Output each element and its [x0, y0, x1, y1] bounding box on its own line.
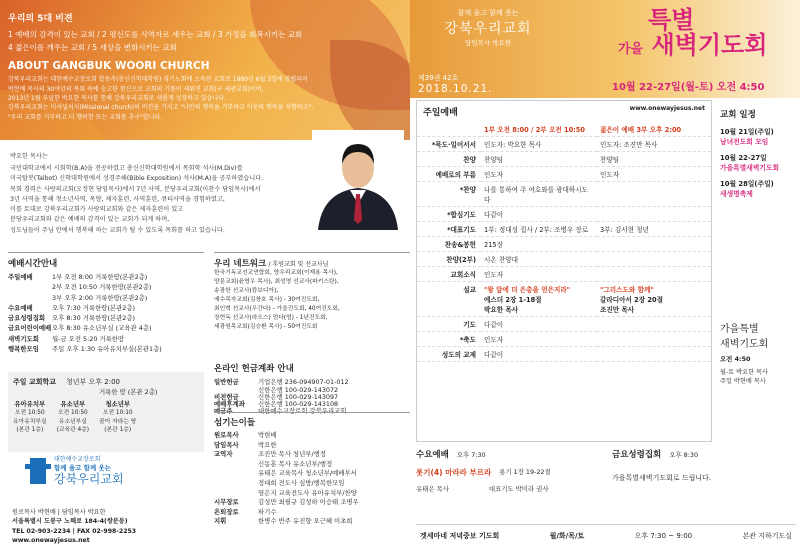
school-title: 주일 교회학교 [13, 378, 57, 386]
sermon-row [417, 282, 711, 317]
order-row [417, 207, 711, 222]
order-b [597, 347, 711, 362]
row-value: 김성만 최필규 김성하 이승태 조병우 [258, 498, 359, 507]
row-value: 유태은 교육목사 청소년부/예배부서 [258, 469, 357, 478]
youth-location: 거룩한 땅 (본관 2층) [99, 388, 158, 396]
worship-row [8, 303, 204, 313]
worship-row [8, 282, 204, 292]
worship-row [8, 293, 204, 303]
pastor-photo [312, 130, 404, 230]
order-key: 찬양 [417, 152, 481, 167]
row-value: 신한은행 100-029-143072 [258, 386, 339, 395]
network-line: 장현독 선교사(라오스) 엄다(엄) - 1년진도회, [214, 314, 328, 321]
issue-number: 제39권 42호 [418, 74, 459, 82]
order-a: 인도자 [481, 167, 597, 182]
event-name: 가을특별새벽기도회 [720, 164, 780, 172]
cell-floor: (본관 1층) [16, 427, 44, 434]
order-of-worship [416, 100, 712, 442]
network-line: 양문교회(윤영우 목사), 최성영 선교사(파키스탄), [214, 278, 339, 285]
profile-line: 분당우리교회와 같은 예배의 감격이 있는 교회가 되게 하며, [10, 216, 170, 224]
order-row [417, 332, 711, 347]
gethsemane-prayer [416, 524, 796, 546]
row-key: 새벽기도회 [8, 334, 39, 343]
order-key: 교회소식 [417, 267, 481, 282]
issue-date-box [418, 73, 492, 95]
cell-room: 유소년부실 [58, 418, 87, 425]
event-date: 10월 28일(주일) [720, 180, 774, 188]
order-a: 215장 [481, 237, 597, 252]
order-b [597, 332, 711, 347]
section-title: 섬기는이들 [214, 418, 256, 428]
cell-time: 오전 10:10 [102, 410, 133, 417]
row-value: 오후 7:30 거룩한땅(본관2층) [52, 303, 136, 312]
row-key [214, 479, 258, 489]
row-key: 원로목사 [214, 431, 239, 439]
website-url[interactable]: www.onewayjesus.net [629, 105, 705, 112]
order-a: 인도자: 박요한 목사 [481, 137, 597, 152]
pastor-profile [10, 152, 310, 236]
cell-floor: (본관 1층) [104, 427, 132, 434]
row-value: 정대희 전도사 심방/행복한모임 [258, 479, 345, 488]
order-key: *대표기도 [417, 222, 481, 237]
profile-label: 박요한 목사는 [10, 153, 48, 160]
cell-room: 유아유치부실 [13, 418, 47, 425]
row-value: 신동훈 목사 유소년부/행정 [258, 459, 333, 468]
profile-line: 성도님들이 주님 안에서 행복해 하는 교회가 될 수 있도록 목회를 하고 있습니다. [10, 226, 225, 234]
special-prayer-title [618, 8, 767, 58]
logo-top: 대한예수교장로회 [54, 456, 101, 463]
special-prayer-date: 10월 22-27일(월-토) 오전 4:50 [612, 82, 765, 93]
sermon-preacher: 박요한 목사 [484, 306, 519, 314]
row-key: 담임목사 [214, 440, 239, 449]
order-row [417, 167, 711, 182]
time: 오후 8:30 [669, 451, 699, 459]
event-name: 새생명축제 [720, 190, 753, 198]
cell-time: 오전 10:50 [57, 410, 88, 417]
row-key: 은퇴장로 [214, 507, 239, 516]
church-name: 강북우리교회 [444, 21, 532, 37]
servant-row [214, 431, 410, 441]
row-key: 예금주 [214, 407, 233, 416]
vision-line: 4 젊은이를 깨우는 교회 / 5 세상을 변화시키는 교회 [8, 42, 177, 52]
church-calendar [720, 108, 796, 198]
about-line: 강북우리교회는 미셔널처치(Missional church)의 비전을 가지고 "나만의 행복을 거부하고 이웃의 행복을 지향하고", [8, 104, 314, 112]
box-title: 가을특별 [720, 324, 759, 335]
row-key: 교역자 [214, 450, 233, 459]
row-key: 일반헌금 [214, 378, 239, 386]
servant-row [214, 517, 410, 527]
row-value: 2부 오전 10:50 거룩한땅(본관2층) [52, 283, 152, 292]
cell-head: 청소년부 [105, 400, 131, 408]
order-a: 다같이 [481, 347, 597, 362]
cell-room: 꿈이 자라는 땅 [99, 418, 137, 425]
order-key: *묵도·일어서서 [417, 137, 481, 152]
profile-line: 미국탈봇(Talbot) 신학대학원에서 성경주해(Bible Exposition) 석사(M.A)을 공부하였습니다. [10, 175, 264, 183]
order-b [597, 237, 711, 252]
row-value: 한병수 반주 유진향 오근혜 이초희 [258, 517, 353, 526]
title-line: 특별 [648, 6, 695, 34]
row-value: 주일 오후 1:30 유아유치부실(본관1층) [52, 344, 162, 353]
section-title: 주일예배 [423, 108, 458, 118]
servant-row [214, 441, 410, 451]
section-title: 겟세마네 저녁중보 기도회 [420, 531, 500, 540]
order-row [417, 347, 711, 362]
school-cell [57, 400, 89, 435]
order-key: 성도의 교제 [417, 347, 481, 362]
logo-name: 강북우리교회 [54, 472, 124, 487]
school-cell [99, 400, 136, 435]
row-key: 지휘 [214, 517, 227, 526]
order-a: 찬양팀 [481, 152, 597, 167]
order-header [417, 101, 711, 122]
order-key: *합심기도 [417, 207, 481, 222]
profile-line: 목회 경력은 사랑의교회(오정현 담임목사)에서 7년 사역, 분당우리교회(이찬수 담임목사)에서 [10, 185, 261, 193]
church-header-logo [418, 8, 558, 68]
network-line: 최인혁 선교사(우간다) - 가을진도회, 40여진도회, [214, 305, 340, 312]
worship-row [8, 344, 204, 354]
servant-row [214, 469, 410, 479]
order-b [597, 317, 711, 332]
box-row: 주일 박현배 목사 [720, 378, 766, 385]
row-key [8, 293, 52, 303]
address-line: 서울특별시 도봉구 노해로 184-4(쌍문동) [12, 518, 128, 526]
row-value: 대한예수교장로회 강북우리교회 [258, 407, 347, 416]
order-b [597, 182, 711, 207]
row-value: 박현배 [258, 431, 277, 439]
network-list [214, 269, 410, 332]
order-a: 다같이 [481, 317, 597, 332]
sunday-school-section [8, 372, 204, 452]
address-line: TEL 02-903-2234 | FAX 02-998-2253 [12, 527, 137, 535]
vision-line: 1 예배의 감격이 있는 교회 / 2 평신도를 사역자로 세우는 교회 / 3 가정을 회복시키는 교회 [8, 29, 303, 39]
servant-row [214, 450, 410, 460]
profile-line: 국민대학교에서 시회학(B.A)을 전공하였고 총신신학대학원에서 목회학 석사(M.Div)를 [10, 165, 243, 173]
order-a: 1부: 정대성 집사 / 2부: 조병우 장로 [481, 222, 597, 237]
friday-text: 가을특별새벽기도회로 드립니다. [612, 474, 712, 482]
col-header: 젊은이 예배 3부 오후 2:00 [597, 122, 711, 137]
special-prayer-box [720, 320, 796, 385]
school-table [13, 400, 199, 435]
servants-section [214, 412, 410, 527]
col-header: 1부 오전 8:00 / 2부 오전 10:50 [481, 122, 597, 137]
order-row [417, 267, 711, 282]
row-key [8, 282, 52, 292]
order-a: 시온 찬양대 [481, 252, 597, 267]
row-key: 예배후계좌 [214, 400, 245, 409]
profile-line: 3년 사역을 통해 청소년사역, 목양, 제자훈련, 사역훈련, 큐티사역을 경험하였고, [10, 195, 225, 203]
title-small: 가을 [618, 42, 644, 58]
row-key: 금요성령집회 [8, 314, 46, 322]
wednesday-worship [416, 448, 606, 493]
row-key: 주일예배 [8, 273, 33, 281]
sermon-passage: 롯기 1장 19-22절 [499, 468, 551, 476]
order-header-row [417, 122, 711, 137]
order-key: *축도 [417, 332, 481, 347]
order-row [417, 252, 711, 267]
order-key: 설교 [417, 282, 481, 317]
order-b [597, 267, 711, 282]
row-value: 오후 8:30 거룩한땅(본관2층) [52, 314, 136, 322]
friday-meeting [612, 448, 796, 483]
sermon-passage: 에스더 2장 1-18절 [484, 296, 542, 304]
bulletin-date: 2018.10.21. [418, 83, 493, 95]
time: 오후 7:30 ~ 9:00 [634, 531, 693, 540]
about-line: 2013년 1월 부임한 박요한 목사를 통해 강북우리교회로 새롭게 성장하고 있습니다. [8, 94, 226, 102]
row-key: 시무장로 [214, 498, 239, 507]
church-address [12, 508, 212, 545]
network-line: 예수목자교회(김창호 목사) - 30여진도회, [214, 296, 320, 303]
address-line: 원로목사 박현배 | 담임목사 박요한 [12, 509, 106, 516]
worship-row [8, 313, 204, 323]
worship-times-section [8, 252, 204, 354]
section-title: 예배시간안내 [8, 259, 58, 269]
section-title: 수요예배 [416, 450, 449, 460]
cell-floor: (교육관 4층) [56, 427, 90, 434]
row-value: 3부 오후 2:00 거룩한땅(본관2층) [52, 293, 148, 302]
order-row [417, 317, 711, 332]
section-subtitle: / 후원교회 및 선교사님 [268, 261, 329, 268]
network-line: 송광한 선교사(캄보디아), [214, 287, 279, 294]
sermon-title: "왕 앞에 더 은총을 얻은지라" [484, 286, 571, 294]
section-title: 온라인 헌금계좌 안내 [214, 364, 294, 374]
preacher: 유태은 목사 [416, 485, 449, 493]
row-key [214, 489, 258, 499]
row-value: 염은지 교육전도사 유아유치부/찬양 [258, 488, 357, 497]
sermon-title: "그리스도와 함께" [600, 286, 654, 294]
event-name: 남녀전도회 모임 [720, 138, 769, 146]
order-a: 나를 통하여 주 여호와를 광대하시도다 [481, 182, 597, 207]
days: 월/화/목/토 [549, 531, 585, 540]
order-key: 찬양(2부) [417, 252, 481, 267]
sermon-passage: 갈라디아서 2장 20절 [600, 296, 663, 304]
servant-row [214, 460, 410, 470]
order-a: 인도자 [481, 332, 597, 347]
section-title: 우리 네트워크 [214, 259, 267, 269]
event-date: 10월 22-27일 [720, 154, 767, 162]
order-key: 찬송&봉헌 [417, 237, 481, 252]
row-key: 행복한모임 [8, 344, 39, 353]
order-row [417, 237, 711, 252]
event-date: 10월 21일(주일) [720, 128, 774, 136]
order-row [417, 222, 711, 237]
sermon-title: 롯기(4) 마라라 부르라 [416, 468, 492, 477]
section-title: 교회 일정 [720, 110, 756, 120]
row-value: 하기수 [258, 507, 277, 516]
order-b: 인도자: 조진만 목사 [597, 137, 711, 152]
network-line: 한국기독교선교연합회, 양우리교회(이재용 목사), [214, 270, 338, 276]
order-b: 찬양팀 [597, 152, 711, 167]
prayer: 대표기도 박미라 권사 [488, 485, 549, 493]
pastor-name: 담임목사 박요한 [464, 39, 512, 47]
order-row [417, 182, 711, 207]
row-key [214, 469, 258, 479]
order-b: 3부: 김서현 청년 [597, 222, 711, 237]
about-line: 강북우리교회는 대한예수교장로회 합동측(총신신학대학원) 경기노회에 소속된 교회로 1980년 6월 3일에 창립되어 [8, 76, 308, 84]
row-value: 신한은행 100-029-143108 [258, 400, 339, 409]
row-key: 비전헌금 [214, 393, 239, 402]
cell-head: 유소년부 [60, 400, 86, 408]
vision-title: 우리의 5대 비젼 [8, 14, 73, 24]
church-logo-text [28, 456, 208, 488]
network-section [214, 252, 410, 332]
row-key [214, 460, 258, 470]
logo-mid: 함께 울고 함께 웃는 [54, 463, 112, 472]
worship-row [8, 272, 204, 282]
sermon-preacher: 조진만 목사 [600, 306, 635, 314]
cell-head: 유아유치부 [14, 400, 46, 408]
row-key: 금요어린이예배 [8, 324, 52, 333]
order-row [417, 152, 711, 167]
location: 본관 지하기도실 [742, 531, 792, 540]
servant-row [214, 498, 410, 508]
order-b [597, 207, 711, 222]
row-value: 1부 오전 8:00 거룩한땅(본관2층) [52, 273, 148, 281]
order-a: 인도자 [481, 267, 597, 282]
box-title2: 새벽기도회 [720, 339, 769, 350]
section-title: 금요성령집회 [612, 450, 662, 460]
order-key: 예배로의 부름 [417, 167, 481, 182]
title-line: 새벽기도회 [651, 31, 768, 60]
about-line: 박현배 목사의 30여년의 목회 속에 숭고한 헌신으로 교회의 기틀이 세워진 교회(구 세광교회)이며, [8, 85, 264, 93]
cell-time: 오전 10:50 [14, 410, 45, 417]
worship-row [8, 334, 204, 344]
row-value: 박요한 [258, 440, 277, 449]
row-value: 조진만 목사 청년부/행정 [258, 450, 326, 459]
box-time: 오전 4:50 [720, 355, 751, 363]
website-link[interactable]: www.onewayjesus.net [12, 536, 90, 544]
order-a: 다같이 [481, 207, 597, 222]
row-value: 기업은행 236-094907-01-012 [258, 378, 349, 386]
church-slogan: 함께 울고 함께 웃는 [457, 9, 519, 17]
order-key: *찬양 [417, 182, 481, 207]
vision-text [8, 12, 408, 122]
worship-row [8, 323, 204, 333]
network-line: 세광원목교회(김승환 목사) - 50여진도회 [214, 323, 318, 330]
box-row: 월-토 박요한 목사 [720, 369, 769, 376]
about-line: "우리 교회를 거부하고 더 행복한 또는 교회를 추구"합니다. [8, 113, 163, 121]
row-value: 오후 8:30 유소년부실 (교육관 4층) [52, 324, 152, 333]
servant-row [214, 489, 410, 499]
profile-line: 이를 토대로 강북우리교회가 사랑의교회와 같은 제자훈련이 있고 [10, 206, 184, 214]
order-key: 기도 [417, 317, 481, 332]
order-b [597, 252, 711, 267]
row-value: 신한은행 100-029-143097 [258, 393, 339, 402]
school-cell [13, 400, 47, 435]
bank-section [214, 362, 410, 415]
order-row [417, 137, 711, 152]
servant-row [214, 479, 410, 489]
order-table [417, 122, 711, 362]
about-title: ABOUT GANGBUK WOORI CHURCH [8, 60, 210, 72]
youth-time: 청년부 오후 2:00 [66, 378, 120, 386]
row-value: 월-금 오전 5:20 거룩한땅 [52, 334, 125, 343]
order-b: 인도자 [597, 167, 711, 182]
row-key: 수요예배 [8, 303, 33, 312]
time: 오후 7:30 [456, 451, 486, 459]
